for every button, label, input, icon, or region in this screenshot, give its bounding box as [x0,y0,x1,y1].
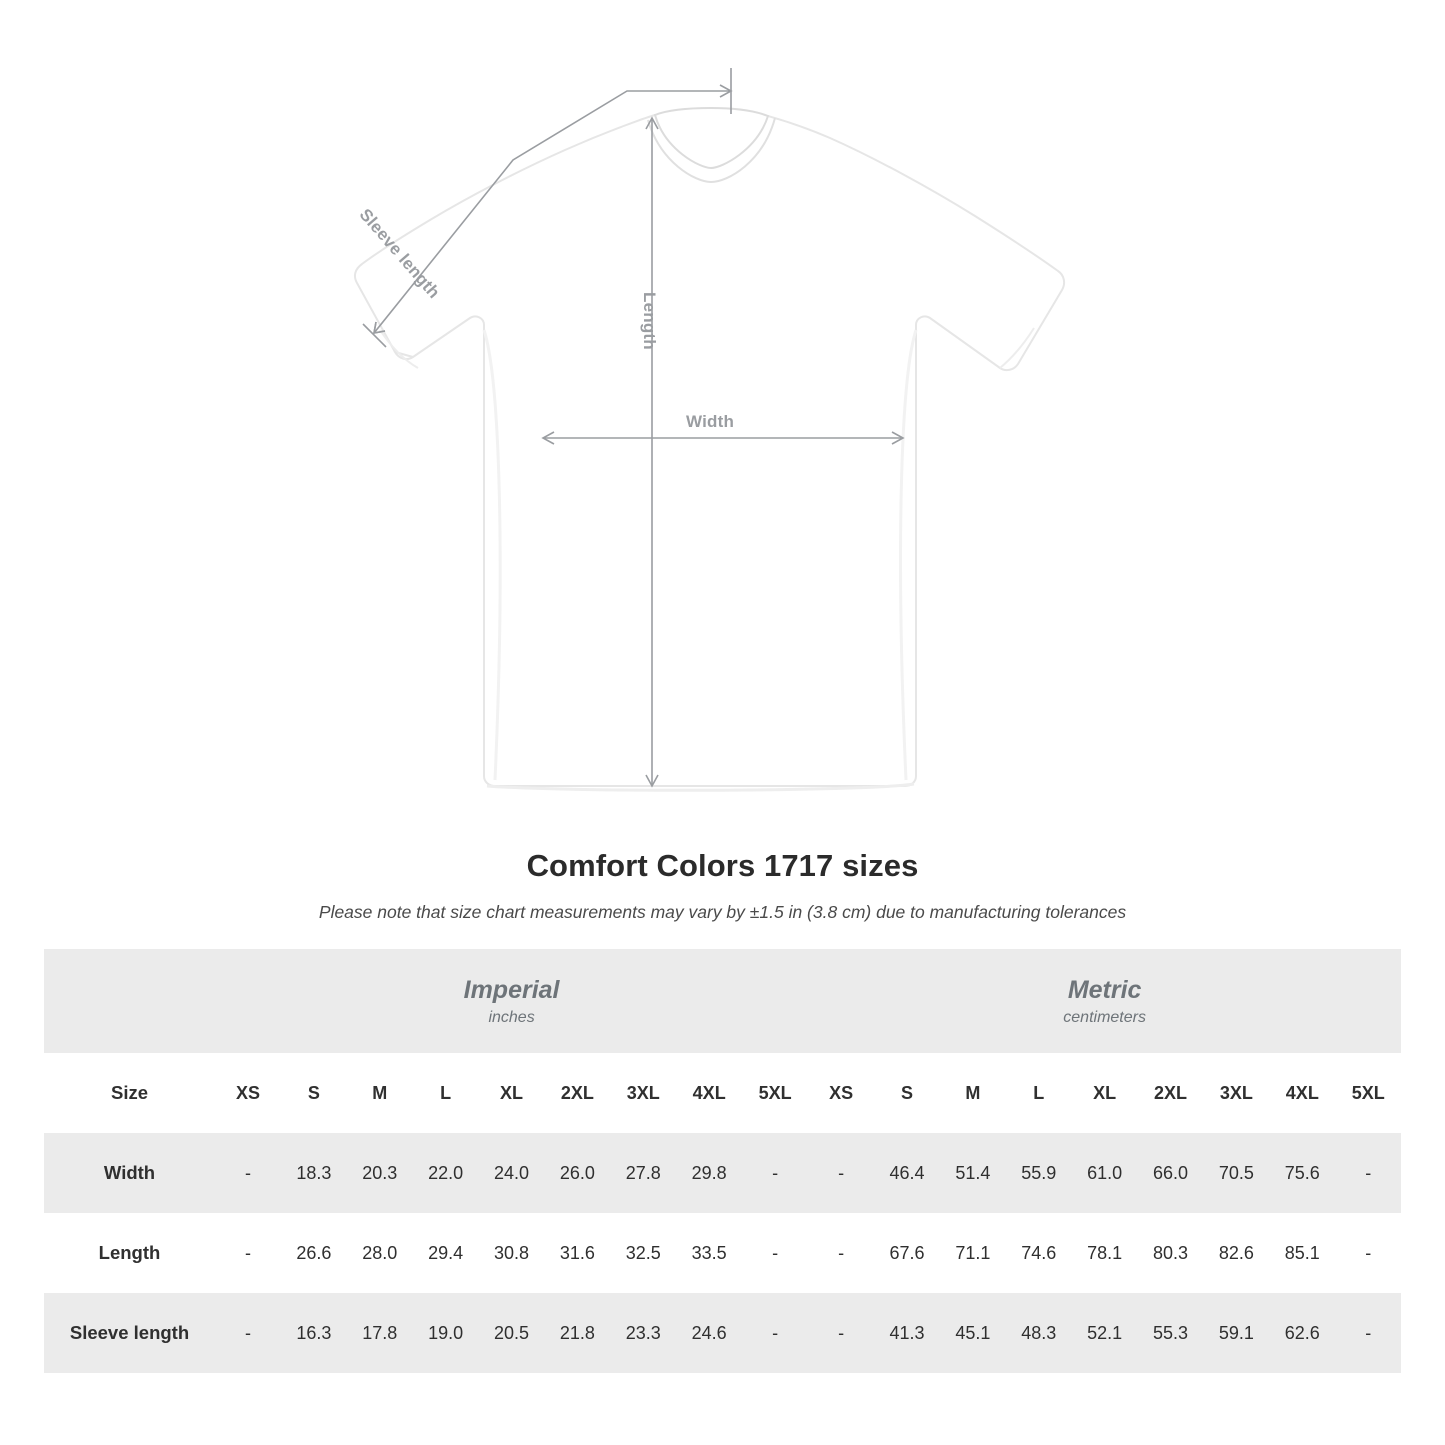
size-header-imperial-5xl: 5XL [742,1053,808,1133]
size-header-metric-3xl: 3XL [1203,1053,1269,1133]
size-header-row [44,1053,1401,1133]
cell-width-metric-3xl: 70.5 [1203,1133,1269,1213]
size-header-imperial-m: M [347,1053,413,1133]
width-label: Width [680,412,740,432]
row-label-length: Length [44,1213,215,1293]
cell-sleeve-imperial-l: 19.0 [413,1293,479,1373]
cell-length-imperial-5xl: - [742,1213,808,1293]
cell-sleeve-imperial-2xl: 21.8 [544,1293,610,1373]
cell-width-metric-m: 51.4 [940,1133,1006,1213]
size-header-imperial-xl: XL [479,1053,545,1133]
cell-sleeve-metric-s: 41.3 [874,1293,940,1373]
cell-width-imperial-xs: - [215,1133,281,1213]
page-title: Comfort Colors 1717 sizes [526,848,919,883]
cell-sleeve-metric-m: 45.1 [940,1293,1006,1373]
cell-length-imperial-m: 28.0 [347,1213,413,1293]
size-table-wrapper [44,949,1401,1373]
cell-sleeve-imperial-xs: - [215,1293,281,1373]
cell-length-metric-5xl: - [1335,1213,1401,1293]
cell-width-imperial-3xl: 27.8 [610,1133,676,1213]
cell-width-metric-2xl: 66.0 [1138,1133,1204,1213]
cell-length-metric-m: 71.1 [940,1213,1006,1293]
cell-length-imperial-xl: 30.8 [479,1213,545,1293]
size-header-metric-2xl: 2XL [1138,1053,1204,1133]
cell-length-metric-xs: - [808,1213,874,1293]
table-row [44,1133,1401,1213]
unit-group-metric-title: Metric [1067,976,1142,1004]
cell-length-imperial-4xl: 33.5 [676,1213,742,1293]
tolerance-note: Please note that size chart measurements may vary by ±1.5 in (3.8 cm) due to manufacturing tolerances [318,902,1127,922]
unit-group-imperial-sub: inches [488,1009,535,1026]
size-header-metric-m: M [940,1053,1006,1133]
size-header-metric-xl: XL [1072,1053,1138,1133]
cell-width-imperial-m: 20.3 [347,1133,413,1213]
unit-group-metric-sub: centimeters [1063,1009,1146,1026]
length-label: Length [640,292,659,350]
cell-length-imperial-s: 26.6 [281,1213,347,1293]
cell-length-metric-s: 67.6 [874,1213,940,1293]
cell-sleeve-imperial-xl: 20.5 [479,1293,545,1373]
cell-width-imperial-4xl: 29.8 [676,1133,742,1213]
cell-length-imperial-3xl: 32.5 [610,1213,676,1293]
unit-band-spacer [44,949,215,1053]
cell-width-metric-s: 46.4 [874,1133,940,1213]
cell-sleeve-imperial-s: 16.3 [281,1293,347,1373]
row-label-sleeve-length: Sleeve length [44,1293,215,1373]
unit-group-imperial [215,949,808,1053]
size-header-label: Size [44,1053,215,1133]
cell-sleeve-imperial-3xl: 23.3 [610,1293,676,1373]
row-label-width: Width [44,1133,215,1213]
cell-length-imperial-l: 29.4 [413,1213,479,1293]
cell-sleeve-imperial-5xl: - [742,1293,808,1373]
size-header-metric-xs: XS [808,1053,874,1133]
cell-width-metric-l: 55.9 [1006,1133,1072,1213]
unit-group-imperial-title: Imperial [463,976,560,1004]
table-row [44,1213,1401,1293]
cell-width-metric-xs: - [808,1133,874,1213]
cell-length-metric-xl: 78.1 [1072,1213,1138,1293]
cell-sleeve-metric-3xl: 59.1 [1203,1293,1269,1373]
sleeve-length-label: Sleeve length [355,205,444,303]
size-table [44,949,1401,1373]
cell-sleeve-imperial-m: 17.8 [347,1293,413,1373]
size-header-imperial-xs: XS [215,1053,281,1133]
cell-sleeve-metric-xs: - [808,1293,874,1373]
size-header-metric-l: L [1006,1053,1072,1133]
size-header-metric-5xl: 5XL [1335,1053,1401,1133]
size-header-imperial-3xl: 3XL [610,1053,676,1133]
size-header-imperial-2xl: 2XL [544,1053,610,1133]
cell-width-imperial-2xl: 26.0 [544,1133,610,1213]
size-header-imperial-s: S [281,1053,347,1133]
cell-sleeve-metric-4xl: 62.6 [1269,1293,1335,1373]
cell-length-imperial-2xl: 31.6 [544,1213,610,1293]
cell-width-metric-4xl: 75.6 [1269,1133,1335,1213]
unit-group-metric [808,949,1401,1053]
size-header-metric-4xl: 4XL [1269,1053,1335,1133]
cell-sleeve-imperial-4xl: 24.6 [676,1293,742,1373]
cell-sleeve-metric-l: 48.3 [1006,1293,1072,1373]
tshirt-shape [355,108,1064,790]
cell-width-imperial-s: 18.3 [281,1133,347,1213]
cell-sleeve-metric-5xl: - [1335,1293,1401,1373]
cell-length-metric-4xl: 85.1 [1269,1213,1335,1293]
cell-width-imperial-xl: 24.0 [479,1133,545,1213]
size-header-imperial-l: L [413,1053,479,1133]
cell-length-imperial-xs: - [215,1213,281,1293]
cell-width-imperial-l: 22.0 [413,1133,479,1213]
cell-length-metric-3xl: 82.6 [1203,1213,1269,1293]
cell-length-metric-2xl: 80.3 [1138,1213,1204,1293]
cell-length-metric-l: 74.6 [1006,1213,1072,1293]
cell-width-metric-xl: 61.0 [1072,1133,1138,1213]
size-header-imperial-4xl: 4XL [676,1053,742,1133]
cell-sleeve-metric-2xl: 55.3 [1138,1293,1204,1373]
cell-width-imperial-5xl: - [742,1133,808,1213]
size-header-metric-s: S [874,1053,940,1133]
unit-band-row [44,949,1401,1053]
cell-width-metric-5xl: - [1335,1133,1401,1213]
table-row [44,1293,1401,1373]
cell-sleeve-metric-xl: 52.1 [1072,1293,1138,1373]
